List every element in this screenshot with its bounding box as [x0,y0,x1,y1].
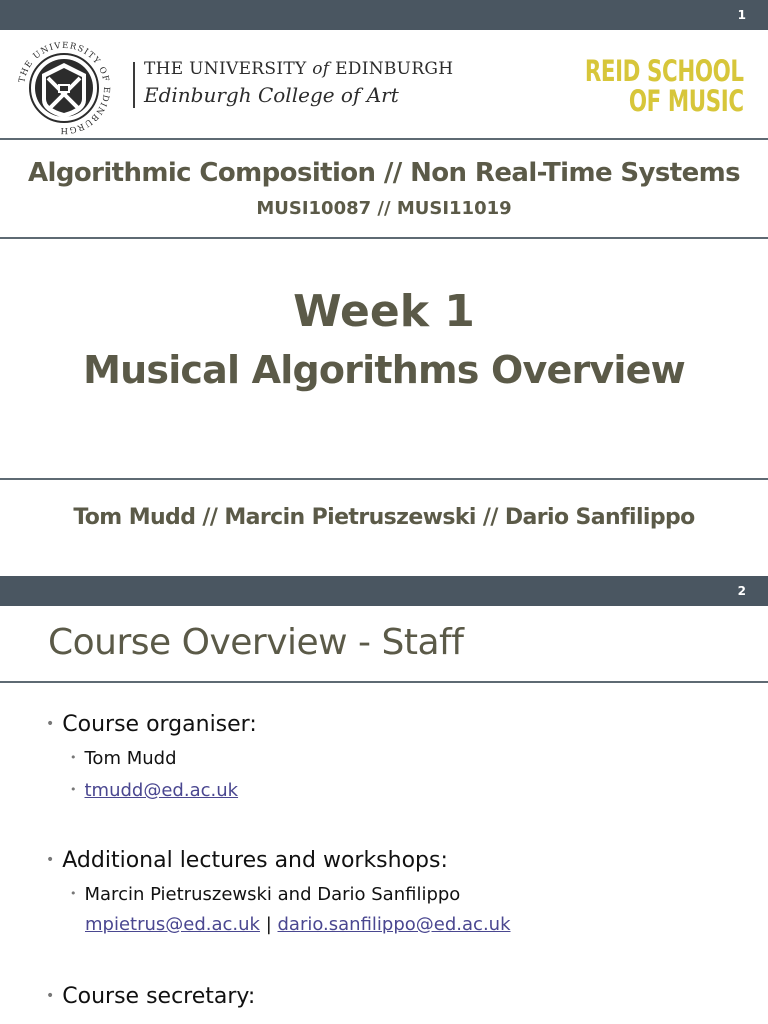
divider-line [0,138,768,140]
slide-2 [0,576,768,1024]
reid-logo-line-2: OF MUSIC [629,84,744,118]
reid-logo-line-1: REID SCHOOL [585,54,744,88]
divider-line [0,478,768,480]
slide-title: Course Overview - Staff [48,622,464,663]
divider-line [0,237,768,239]
college-name: Edinburgh College of Art [144,83,399,107]
bullet-secretary: • Course secretary: [46,984,256,1009]
slide-header-bar [0,576,768,606]
bullet-organiser-name: • Tom Mudd [70,748,177,769]
bullet-additional-names: • Marcin Pietruszewski and Dario Sanfilippo [70,884,461,905]
bullet-organiser: • Course organiser: [46,712,257,737]
course-title: Algorithmic Composition // Non Real-Time Systems [27,158,741,188]
university-crest-logo [14,38,114,138]
slide-header-bar [0,0,768,30]
slide-number: 1 [737,8,746,22]
bullet-additional: • Additional lectures and workshops: [46,848,448,873]
logo-divider [133,62,135,108]
lecture-subtitle: Musical Algorithms Overview [83,348,685,392]
email-link-mpietrus[interactable]: mpietrus@ed.ac.uk [85,914,260,935]
bullet-organiser-email: • tmudd@ed.ac.uk [70,780,239,801]
university-name: THE UNIVERSITY of EDINBURGH [144,59,454,79]
reid-school-logo [585,56,744,116]
week-heading: Week 1 [293,286,475,337]
divider-line [0,681,768,683]
additional-emails: mpietrus@ed.ac.uk | dario.sanfilippo@ed.ac.uk [85,914,511,935]
staff-names: Tom Mudd // Marcin Pietruszewski // Dario Sanfilippo [73,505,695,530]
crest-ring-text: THE UNIVERSITY OF EDINBURGH [17,40,112,136]
email-link-tmudd[interactable]: tmudd@ed.ac.uk [84,780,239,801]
slide-number: 2 [737,584,746,598]
email-link-sanfilippo[interactable]: dario.sanfilippo@ed.ac.uk [277,914,511,935]
course-code: MUSI10087 // MUSI11019 [256,198,512,219]
